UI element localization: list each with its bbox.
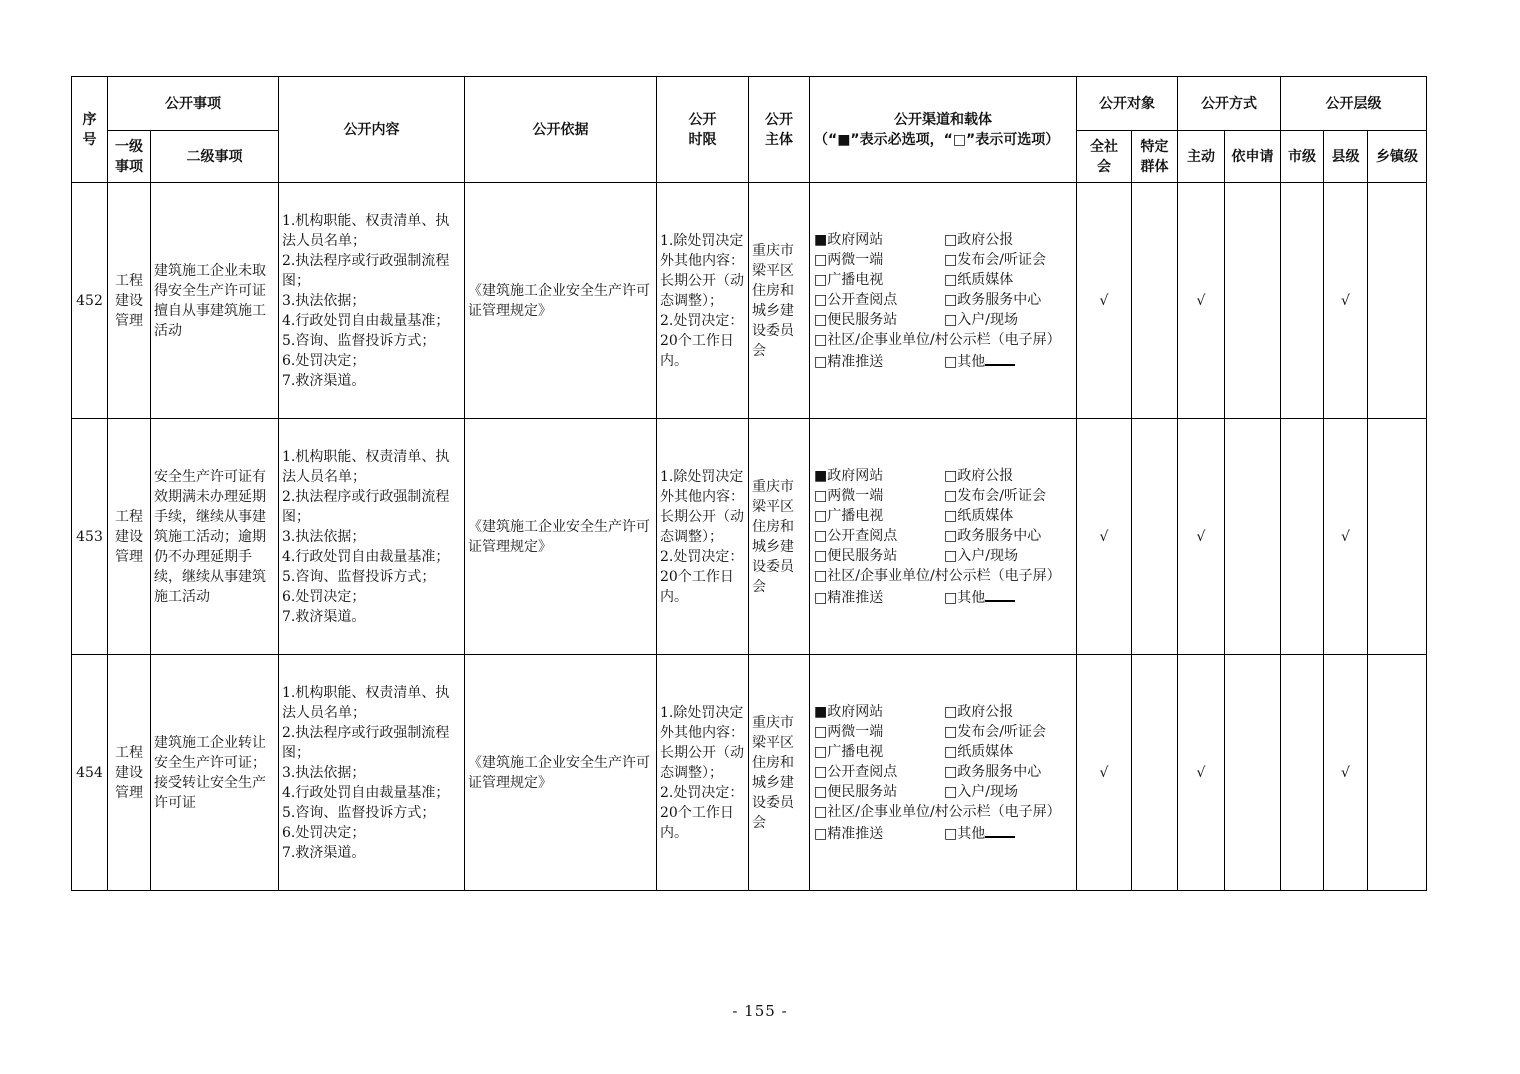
row-level-town: [1368, 183, 1427, 419]
channel-gov-gazette: □政府公报: [944, 467, 1014, 484]
header-target: 公开对象: [1077, 77, 1178, 131]
row-subject: 重庆市梁平区住房和城乡建设委员会: [749, 183, 810, 419]
row-subject: 重庆市梁平区住房和城乡建设委员会: [749, 419, 810, 655]
channel-press-hearing: □发布会/听证会: [944, 723, 1046, 740]
channel-other: □其他: [944, 353, 986, 370]
table-row: [72, 419, 1427, 655]
channel-service-station: □便民服务站: [814, 783, 898, 800]
fill-blank: [985, 822, 1015, 838]
header-method-active: 主动: [1178, 131, 1225, 183]
header-seq: 序号: [72, 77, 108, 183]
row-target-group: [1132, 655, 1178, 891]
header-deadline: 公开 时限: [657, 77, 749, 183]
channel-gov-website: ■政府网站: [814, 703, 884, 720]
row-method-apply: [1225, 655, 1281, 891]
channel-broadcast: □广播电视: [814, 271, 884, 288]
channel-service-station: □便民服务站: [814, 547, 898, 564]
row-level2: 建筑施工企业转让安全生产许可证；接受转让安全生产许可证: [151, 655, 279, 891]
row-level-county: √: [1324, 183, 1368, 419]
disclosure-table: [71, 76, 1427, 891]
header-level-county: 县级: [1324, 131, 1368, 183]
table-row: [72, 655, 1427, 891]
row-channels: [810, 419, 1077, 655]
fill-blank: [985, 586, 1015, 602]
header-gongkai-shixiang: 公开事项: [108, 77, 279, 131]
channel-gov-gazette: □政府公报: [944, 231, 1014, 248]
table-row: [72, 183, 1427, 419]
row-channels: [810, 183, 1077, 419]
channel-service-center: □政务服务中心: [944, 527, 1042, 544]
row-method-active: √: [1178, 183, 1225, 419]
channel-other: □其他: [944, 825, 986, 842]
row-level2: 建筑施工企业未取得安全生产许可证擅自从事建筑施工活动: [151, 183, 279, 419]
channel-precise-push: □精准推送: [814, 825, 884, 842]
row-content: 1.机构职能、权责清单、执法人员名单； 2.执法程序或行政强制流程图； 3.执法依据； 4.行政处罚自由裁量基准； 5.咨询、监督投诉方式； 6.处罚决定； 7.救济渠道。: [279, 183, 465, 419]
header-basis: 公开依据: [465, 77, 657, 183]
header-level-town: 乡镇级: [1368, 131, 1427, 183]
header-content: 公开内容: [279, 77, 465, 183]
channel-print-media: □纸质媒体: [944, 507, 1014, 524]
row-target-all: √: [1077, 655, 1132, 891]
channel-gov-website: ■政府网站: [814, 467, 884, 484]
header-subject: 公开 主体: [749, 77, 810, 183]
row-seq: 454: [72, 655, 108, 891]
channel-press-hearing: □发布会/听证会: [944, 251, 1046, 268]
channel-two-micro: □两微一端: [814, 723, 884, 740]
channel-precise-push: □精准推送: [814, 353, 884, 370]
row-deadline: 1.除处罚决定外其他内容：长期公开（动态调整）； 2.处罚决定：20个工作日内。: [657, 655, 749, 891]
channel-onsite: □入户/现场: [944, 547, 1018, 564]
header-method: 公开方式: [1178, 77, 1281, 131]
row-level-city: [1281, 419, 1324, 655]
channel-service-center: □政务服务中心: [944, 291, 1042, 308]
channel-bulletin-board: □社区/企事业单位/村公示栏（电子屏）: [814, 331, 1061, 348]
row-level1: 工程建设管理: [108, 419, 151, 655]
row-method-active: √: [1178, 419, 1225, 655]
row-level-city: [1281, 655, 1324, 891]
header-channel: [810, 77, 1077, 183]
channel-two-micro: □两微一端: [814, 251, 884, 268]
header-method-apply: 依申请: [1225, 131, 1281, 183]
row-level1: 工程建设管理: [108, 183, 151, 419]
row-method-apply: [1225, 183, 1281, 419]
channel-press-hearing: □发布会/听证会: [944, 487, 1046, 504]
row-target-group: [1132, 419, 1178, 655]
row-target-all: √: [1077, 183, 1132, 419]
row-level-county: √: [1324, 419, 1368, 655]
channel-two-micro: □两微一端: [814, 487, 884, 504]
channel-service-center: □政务服务中心: [944, 763, 1042, 780]
row-content: 1.机构职能、权责清单、执法人员名单； 2.执法程序或行政强制流程图； 3.执法依据； 4.行政处罚自由裁量基准； 5.咨询、监督投诉方式； 6.处罚决定； 7.救济渠道。: [279, 419, 465, 655]
header-channel-title: 公开渠道和载体: [894, 111, 992, 128]
row-content: 1.机构职能、权责清单、执法人员名单； 2.执法程序或行政强制流程图； 3.执法依据； 4.行政处罚自由裁量基准； 5.咨询、监督投诉方式； 6.处罚决定； 7.救济渠道。: [279, 655, 465, 891]
channel-onsite: □入户/现场: [944, 311, 1018, 328]
channel-other: □其他: [944, 589, 986, 606]
fill-blank: [985, 350, 1015, 366]
header-target-group: 特定 群体: [1132, 131, 1178, 183]
row-subject: 重庆市梁平区住房和城乡建设委员会: [749, 655, 810, 891]
channel-gov-website: ■政府网站: [814, 231, 884, 248]
channel-public-reading: □公开查阅点: [814, 763, 898, 780]
channel-bulletin-board: □社区/企事业单位/村公示栏（电子屏）: [814, 803, 1061, 820]
row-method-apply: [1225, 419, 1281, 655]
channel-public-reading: □公开查阅点: [814, 291, 898, 308]
row-deadline: 1.除处罚决定外其他内容：长期公开（动态调整）； 2.处罚决定：20个工作日内。: [657, 419, 749, 655]
row-level-town: [1368, 655, 1427, 891]
row-level-county: √: [1324, 655, 1368, 891]
row-target-all: √: [1077, 419, 1132, 655]
header-target-all: 全社 会: [1077, 131, 1132, 183]
row-deadline: 1.除处罚决定外其他内容：长期公开（动态调整）； 2.处罚决定：20个工作日内。: [657, 183, 749, 419]
channel-print-media: □纸质媒体: [944, 271, 1014, 288]
row-method-active: √: [1178, 655, 1225, 891]
row-level-town: [1368, 419, 1427, 655]
channel-precise-push: □精准推送: [814, 589, 884, 606]
channel-bulletin-board: □社区/企事业单位/村公示栏（电子屏）: [814, 567, 1061, 584]
channel-public-reading: □公开查阅点: [814, 527, 898, 544]
channel-onsite: □入户/现场: [944, 783, 1018, 800]
channel-broadcast: □广播电视: [814, 507, 884, 524]
row-basis: 《建筑施工企业安全生产许可证管理规定》: [465, 183, 657, 419]
row-basis: 《建筑施工企业安全生产许可证管理规定》: [465, 419, 657, 655]
header-channel-note: （“■”表示必选项，“□”表示可选项）: [814, 131, 1060, 148]
header-level2: 二级事项: [151, 131, 279, 183]
channel-broadcast: □广播电视: [814, 743, 884, 760]
row-level-city: [1281, 183, 1324, 419]
channel-print-media: □纸质媒体: [944, 743, 1014, 760]
row-level2: 安全生产许可证有效期满未办理延期手续，继续从事建筑施工活动；逾期仍不办理延期手续，继续从事建筑施工活动: [151, 419, 279, 655]
row-target-group: [1132, 183, 1178, 419]
row-basis: 《建筑施工企业安全生产许可证管理规定》: [465, 655, 657, 891]
page-number: - 155 -: [732, 1002, 788, 1020]
row-level1: 工程建设管理: [108, 655, 151, 891]
row-channels: [810, 655, 1077, 891]
header-level: 公开层级: [1281, 77, 1427, 131]
header-level1: 一级 事项: [108, 131, 151, 183]
row-seq: 453: [72, 419, 108, 655]
row-seq: 452: [72, 183, 108, 419]
header-level-city: 市级: [1281, 131, 1324, 183]
channel-service-station: □便民服务站: [814, 311, 898, 328]
channel-gov-gazette: □政府公报: [944, 703, 1014, 720]
